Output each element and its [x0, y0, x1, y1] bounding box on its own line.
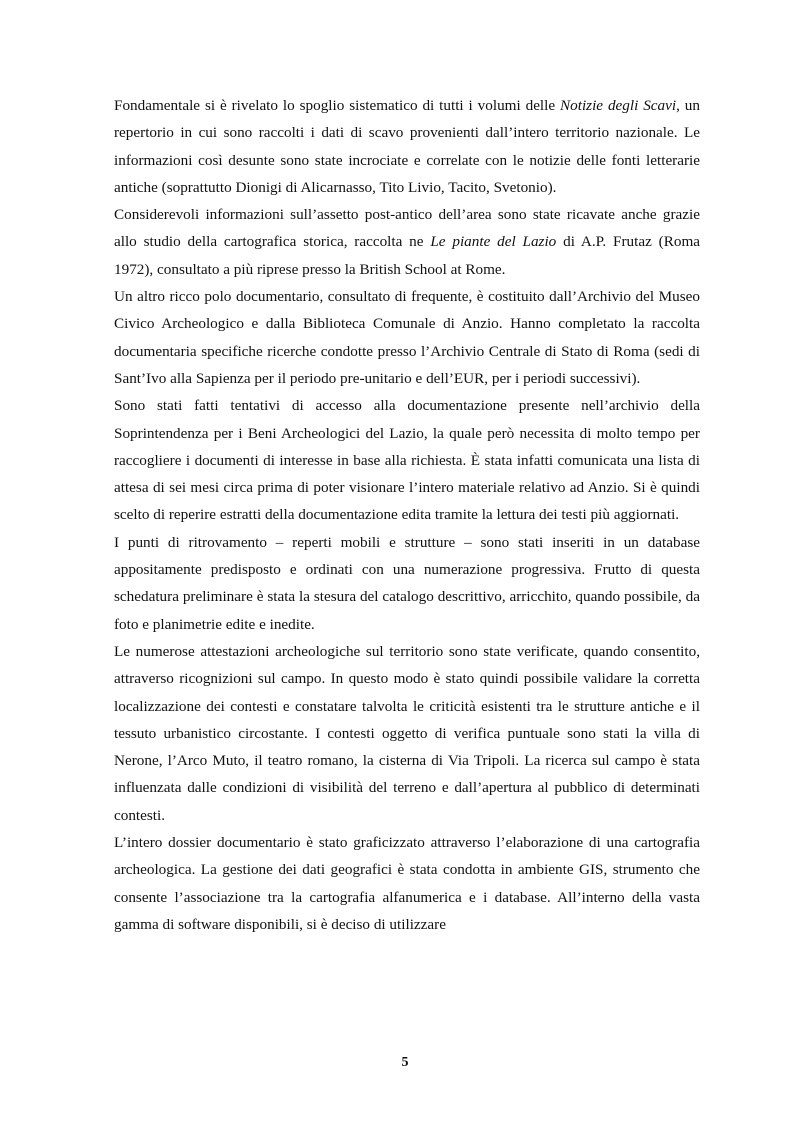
journal-title-notizie-degli-scavi: Notizie degli Scavi — [560, 97, 677, 114]
paragraph-2 — [114, 201, 700, 283]
paragraph-1 — [114, 92, 700, 201]
paragraph-6-run-1: Le numerose attestazioni archeologiche sul territorio sono state verificate, quando consentito, attraverso ricognizioni sul campo. In questo modo è stato quindi possibile validare la corretta localizzazione dei contesti e constatare talvolta le criticità esistenti tra le strutture antiche e il tessuto urbanistico circostante. I contesti oggetto di verifica puntuale sono stati la villa di Nerone, l’Arco Muto, il teatro romano, la cisterna di Via Tripoli. La ricerca sul campo è stata influenzata dalle condizioni di visibilità del terreno e dall’apertura al pubblico di determinati contesti. — [114, 642, 700, 824]
paragraph-7-run-1: L’intero dossier documentario è stato graficizzato attraverso l’elaborazione di una cartografia archeologica. La gestione dei dati geografici è stata condotta in ambiente GIS, strumento che consente l’associazione tra la cartografia alfanumerica e i database. All’interno della vasta gamma di software disponibili, si è deciso di utilizzare — [114, 834, 700, 933]
paragraph-2-run-3: di A.P. Frutaz (Roma 1972), consultato a più riprese presso la British School at Rome. — [114, 233, 700, 278]
paragraph-3 — [114, 283, 700, 392]
paragraph-4 — [114, 392, 700, 528]
paragraph-6 — [114, 638, 700, 829]
paragraph-5-run-1: I punti di ritrovamento – reperti mobili e strutture – sono stati inseriti in un database appositamente predisposto e ordinati con una numerazione progressiva. Frutto di questa schedatura preliminare è stata la stesura del catalogo descrittivo, arricchito, quando possibile, da foto e planimetrie edite e inedite. — [114, 533, 700, 633]
paragraph-7 — [114, 829, 700, 938]
paragraph-5 — [114, 529, 700, 638]
paragraph-1-run-1: Fondamentale si è rivelato lo spoglio sistematico di tutti i volumi delle — [114, 97, 561, 114]
body-text — [114, 92, 700, 938]
book-title-le-piante-del-lazio: Le piante del Lazio — [430, 233, 557, 251]
paragraph-4-run-1: Sono stati fatti tentativi di accesso alla documentazione presente nell’archivio della Soprintendenza per i Beni Archeologici del Lazio, la quale però necessita di molto tempo per raccogliere i documenti di interesse in base alla richiesta. È stata infatti comunicata una lista di attesa di sei mesi circa prima di poter visionare l’intero materiale relativo ad Anzio. Si è quindi scelto di reperire estratti della documentazione edita tramite la lettura dei testi più aggiornati. — [114, 397, 700, 524]
paragraph-3-run-1: Un altro ricco polo documentario, consultato di frequente, è costituito dall’Archivio del Museo Civico Archeologico e dalla Biblioteca Comunale di Anzio. Hanno completato la raccolta documentaria specifiche ricerche condotte presso l’Archivio Centrale di Stato di Roma (sedi di Sant’Ivo alla Sapienza per il periodo pre-unitario e dell’EUR, per i periodi successivi). — [114, 288, 700, 387]
paragraph-2-run-1: Considerevoli informazioni sull’assetto post-antico dell’area sono state ricavate anche grazie allo studio della cartografica storica, raccolta ne — [114, 206, 700, 251]
page-number: 5 — [401, 1055, 409, 1070]
paragraph-1-run-3: , un repertorio in cui sono raccolti i dati di scavo provenienti dall’intero territorio nazionale. Le informazioni così desunte sono state incrociate e correlate con le notizie delle fonti letterarie antiche (soprattutto Dionigi di Alicarnasso, Tito Livio, Tacito, Svetonio). — [114, 97, 700, 196]
